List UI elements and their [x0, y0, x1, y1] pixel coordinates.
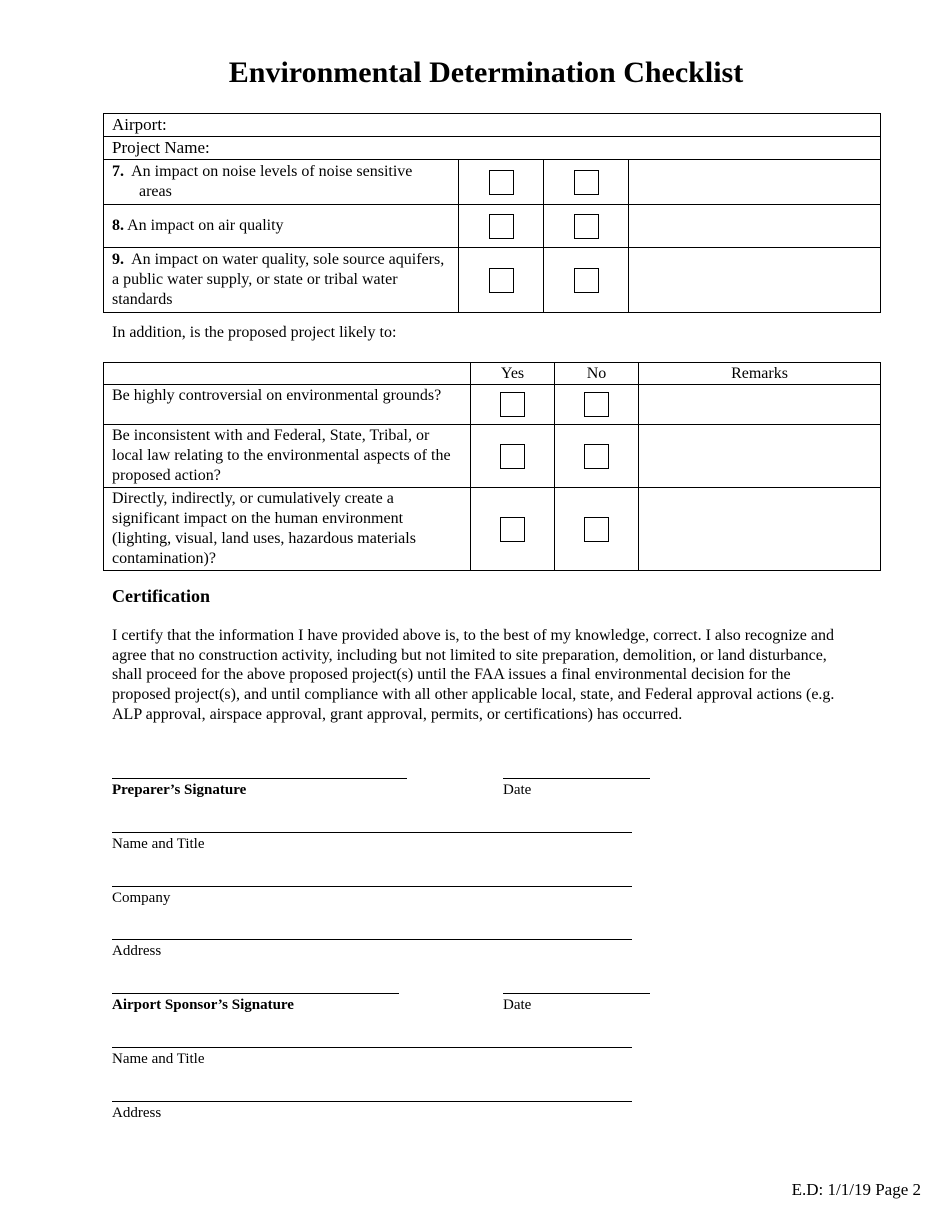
yes-header: Yes [471, 363, 555, 385]
sponsor-signature-line[interactable] [112, 993, 399, 994]
impact-yes-checkbox[interactable] [500, 517, 525, 542]
page-footer: E.D: 1/1/19 Page 2 [791, 1180, 921, 1199]
preparer-signature-line[interactable] [112, 778, 407, 779]
certification-text: I certify that the information I have provided above is, to the best of my knowledge, correct. I also recognize and agree that no construction activity, including but not limited to site preparation, demolition, or land disturbance, shall proceed for the above proposed project(s) until the FAA issues a final environmental decision for the proposed project(s), and until compliance with all other applicable local, state, and Federal approval actions (e.g. ALP approval, airspace approval, grant approval, permits, or certifications) has occurred. [112, 627, 835, 723]
company-line[interactable] [112, 886, 632, 887]
controversial-no-checkbox[interactable] [584, 392, 609, 417]
additional-questions-table [103, 362, 881, 571]
q7-remarks[interactable] [629, 160, 881, 205]
inconsistent-yes-checkbox[interactable] [500, 444, 525, 469]
impact-table [103, 113, 881, 313]
sponsor-name-title-label: Name and Title [112, 1051, 205, 1067]
q9-remarks[interactable] [629, 248, 881, 313]
q7-no-checkbox[interactable] [574, 170, 599, 195]
no-header: No [555, 363, 639, 385]
controversial-yes-checkbox[interactable] [500, 392, 525, 417]
q7-yes-checkbox[interactable] [489, 170, 514, 195]
question-inconsistent-law: Be inconsistent with and Federal, State, Tribal, or local law relating to the environmental aspects of the proposed action? [104, 425, 471, 488]
question-7: 7. An impact on noise levels of noise sensitive areas [104, 160, 459, 205]
preparer-signature-label: Preparer’s Signature [112, 782, 247, 798]
preparer-name-title-label: Name and Title [112, 836, 205, 852]
q8-yes-checkbox[interactable] [489, 214, 514, 239]
impact-remarks[interactable] [639, 488, 881, 571]
sponsor-name-title-line[interactable] [112, 1047, 632, 1048]
controversial-remarks[interactable] [639, 385, 881, 425]
q8-remarks[interactable] [629, 205, 881, 248]
preparer-address-label: Address [112, 943, 162, 959]
question-8: 8. An impact on air quality [104, 205, 459, 248]
q9-no-checkbox[interactable] [574, 268, 599, 293]
preparer-date-label: Date [503, 782, 532, 798]
inconsistent-remarks[interactable] [639, 425, 881, 488]
inconsistent-no-checkbox[interactable] [584, 444, 609, 469]
additional-questions-intro: In addition, is the proposed project likely to: [112, 324, 397, 341]
sponsor-address-label: Address [112, 1105, 162, 1121]
sponsor-date-label: Date [503, 997, 532, 1013]
remarks-header: Remarks [639, 363, 881, 385]
q9-yes-checkbox[interactable] [489, 268, 514, 293]
airport-label: Airport: [112, 115, 167, 134]
project-name-label: Project Name: [112, 138, 210, 157]
company-label: Company [112, 890, 171, 906]
q8-no-checkbox[interactable] [574, 214, 599, 239]
preparer-address-line[interactable] [112, 939, 632, 940]
airport-field[interactable] [104, 114, 881, 137]
page-title: Environmental Determination Checklist [228, 56, 744, 89]
preparer-date-line[interactable] [503, 778, 650, 779]
project-name-field[interactable] [104, 137, 881, 160]
sponsor-date-line[interactable] [503, 993, 650, 994]
sponsor-address-line[interactable] [112, 1101, 632, 1102]
question-controversial: Be highly controversial on environmental grounds? [104, 385, 471, 425]
certification-heading: Certification [112, 586, 210, 606]
question-significant-impact: Directly, indirectly, or cumulatively create a significant impact on the human environment (lighting, visual, land uses, hazardous materials contamination)? [104, 488, 471, 571]
impact-no-checkbox[interactable] [584, 517, 609, 542]
question-9: 9. An impact on water quality, sole source aquifers, a public water supply, or state or tribal water standards [104, 248, 459, 313]
preparer-name-title-line[interactable] [112, 832, 632, 833]
sponsor-signature-label: Airport Sponsor’s Signature [112, 997, 294, 1013]
